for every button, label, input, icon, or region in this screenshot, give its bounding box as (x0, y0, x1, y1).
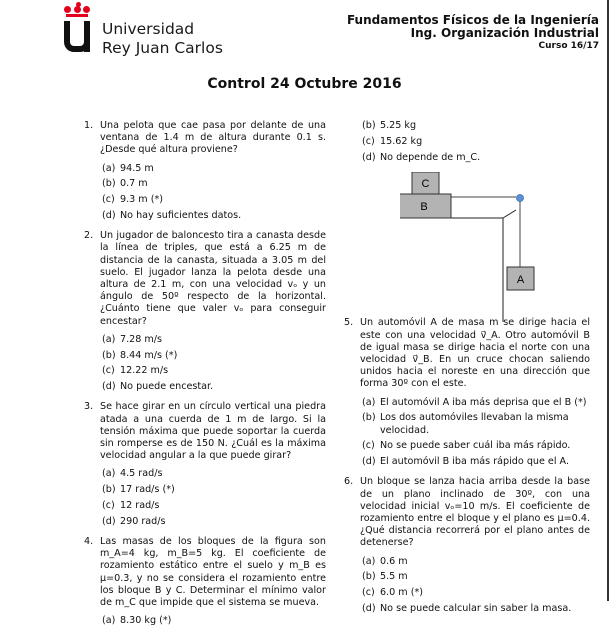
course-subject: Fundamentos Físicos de la Ingeniería (346, 13, 599, 27)
option-label: (d) (362, 456, 376, 468)
option-text: 0.6 m (380, 555, 408, 567)
option-list (360, 556, 590, 616)
question-2 (84, 230, 326, 393)
question-stem: Una pelota que cae pasa por delante de una ventana de 1.4 m de altura durante 0.1 s. ¿Desde qué altura proviene? (100, 120, 326, 156)
option-text: 0.7 m (120, 178, 148, 190)
option (362, 397, 590, 409)
option-text: No depende de m_C. (380, 151, 481, 163)
option-text: 290 rad/s (120, 515, 166, 527)
option-text: 12 rad/s (120, 500, 160, 512)
option-text: 8.30 kg (*) (120, 615, 172, 627)
option-label: (c) (362, 440, 375, 452)
option-label: (d) (362, 603, 376, 615)
option-label: (a) (102, 333, 116, 345)
option (102, 334, 326, 346)
option-label: (c) (362, 587, 375, 599)
question-number: 6. (344, 476, 354, 488)
option-label: (a) (102, 615, 116, 627)
option (362, 412, 590, 436)
crown-bar-icon (66, 14, 88, 17)
question-stem: Un automóvil A de masa m se dirige hacia el este con una velocidad v⃗_A. Otro automóvil B de igual masa se dirige hacia el norte con una velocidad v⃗_B. En un cruce chocan saliendo unidos hacia el noreste en una dirección que forma 30º con el este. (360, 317, 590, 390)
question-stem: Se hace girar en un círculo vertical una piedra atada a una cuerda de 1 m de largo. Si la tensión máxima que puede soportar la cuerda sin romperse es de 150 N. ¿Cuál es la máxima velocidad angular a la que puede girar? (100, 401, 326, 462)
pulley-icon (517, 195, 524, 202)
question-number: 5. (344, 317, 354, 329)
university-line-1: Universidad (102, 20, 195, 38)
question-6 (344, 476, 590, 615)
option (362, 120, 590, 132)
u-letter-icon (64, 21, 90, 52)
option-text: 94.5 m (120, 162, 154, 174)
left-column (84, 120, 326, 635)
option (102, 381, 326, 393)
option (102, 500, 326, 512)
question-number: 2. (84, 230, 94, 242)
block-b-label: B (420, 201, 428, 213)
option-text: El automóvil B iba más rápido que el A. (380, 456, 569, 468)
option-label: (b) (102, 349, 116, 361)
option (362, 440, 590, 452)
question-5 (344, 317, 590, 468)
option (102, 365, 326, 377)
option-text: 5.25 kg (380, 120, 417, 131)
option-label: (a) (362, 555, 376, 567)
option (102, 194, 326, 206)
block-c-label: C (421, 178, 430, 190)
option-text: El automóvil A iba más deprisa que el B (*) (380, 396, 587, 408)
university-name (102, 20, 223, 58)
option-list (100, 163, 326, 223)
option-label: (c) (102, 365, 115, 377)
option-text: 5.5 m (380, 571, 408, 583)
question-number: 1. (84, 120, 94, 131)
option-text: 6.0 m (*) (380, 587, 423, 599)
option-list (360, 397, 590, 469)
crown-dot-icon (64, 6, 71, 13)
course-degree: Ing. Organización Industrial (410, 26, 599, 40)
option-text: 9.3 m (*) (120, 194, 163, 206)
option-label: (c) (102, 500, 115, 512)
option-label: (b) (362, 412, 376, 424)
option-label: (b) (102, 178, 116, 190)
option-text: No hay suficientes datos. (120, 210, 242, 221)
question-number: 3. (84, 401, 94, 413)
option-list (100, 468, 326, 528)
pulley-diagram (400, 172, 570, 322)
option-label: (d) (102, 381, 116, 393)
option (362, 603, 590, 615)
option-text: Los dos automóviles llevaban la misma velocidad. (380, 412, 569, 436)
question-1 (84, 120, 326, 222)
option (362, 456, 590, 468)
question-stem: Un jugador de baloncesto tira a canasta desde la línea de triples, que está a 6.25 m de distancia de la canasta, situada a 3.05 m del suelo. El jugador lanza la pelota desde una altura de 2.1 m, con una velocidad vₒ y un ángulo de 50º respecto de la horizontal. ¿Cuánto tiene que valer vₒ para conseguir encestar? (100, 230, 326, 327)
option-label: (c) (362, 135, 375, 147)
option-text: No puede encestar. (120, 381, 214, 393)
option-label: (b) (362, 571, 376, 583)
option (362, 556, 590, 568)
option-label: (d) (102, 515, 116, 527)
block-a-label: A (516, 274, 525, 286)
university-line-2: Rey Juan Carlos (102, 39, 223, 57)
option-text: No se puede saber cuál iba más rápido. (380, 440, 571, 452)
option-text: No se puede calcular sin saber la masa. (380, 603, 572, 615)
option (102, 516, 326, 528)
option (362, 587, 590, 599)
page-title: Control 24 Octubre 2016 (207, 76, 402, 92)
option-label: (b) (102, 484, 116, 496)
option-label: (a) (102, 162, 116, 174)
option-text: 8.44 m/s (*) (120, 349, 178, 361)
crown-dot-icon (74, 6, 81, 13)
option (102, 468, 326, 480)
option-text: 17 rad/s (*) (120, 484, 175, 496)
option-label: (d) (362, 151, 376, 163)
question-4 (84, 536, 326, 627)
question-3 (84, 401, 326, 528)
option-label: (a) (102, 468, 116, 480)
course-info (347, 14, 599, 53)
option-text: 7.28 m/s (120, 333, 162, 345)
option (102, 484, 326, 496)
question-stem: Las masas de los bloques de la figura son m_A=4 kg, m_B=5 kg. El coeficiente de rozamiento estático entre el suelo y m_B es μ=0.3, y no se considera el rozamiento entre los bloque B y C. Determinar el mínimo valor de m_C que impide que el sistema se mueva. (100, 536, 326, 609)
option-text: 15.62 kg (380, 135, 423, 147)
option (102, 615, 326, 627)
option-list-continued (344, 120, 590, 164)
option-label: (c) (102, 194, 115, 206)
option-label: (a) (362, 396, 376, 408)
option (362, 136, 590, 148)
option-list (100, 615, 326, 627)
option-text: 4.5 rad/s (120, 468, 163, 480)
pulley-bracket (503, 210, 516, 218)
option (102, 350, 326, 362)
option (362, 152, 590, 164)
option (102, 210, 326, 222)
option-label: (b) (362, 120, 376, 131)
option (102, 163, 326, 175)
option (362, 571, 590, 583)
question-stem: Un bloque se lanza hacia arriba desde la base de un plano inclinado de 30º, con una velocidad inicial vₒ=10 m/s. El coeficiente de rozamiento entre el bloque y el plano es μ=0.4. ¿Qué distancia recorrerá por el plano antes de detenerse? (360, 476, 590, 549)
crown-dot-icon (83, 6, 90, 13)
option-list (100, 334, 326, 394)
question-number: 4. (84, 536, 94, 548)
option-text: 12.22 m/s (120, 365, 169, 377)
option (102, 178, 326, 190)
university-logo (64, 2, 94, 52)
option-label: (d) (102, 210, 116, 221)
course-year: Curso 16/17 (538, 41, 599, 51)
